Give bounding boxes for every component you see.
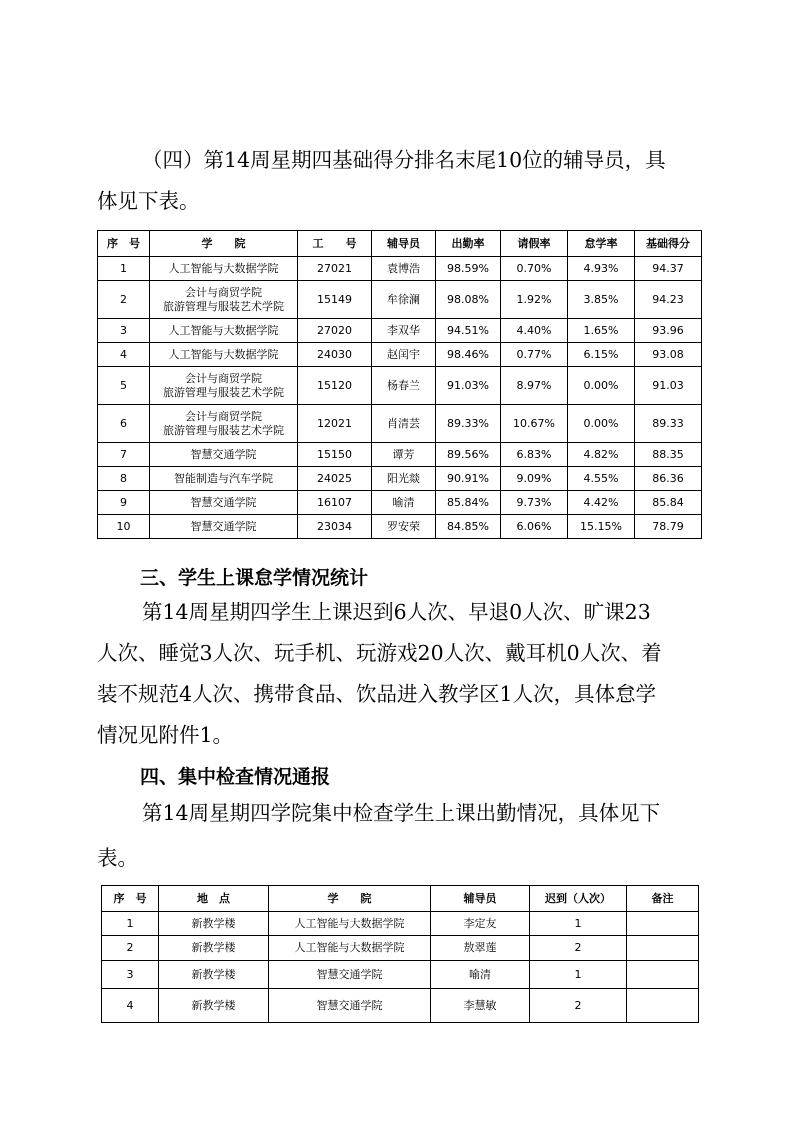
cell-truancy: 15.15% xyxy=(568,515,635,539)
cell-late-count: 2 xyxy=(530,936,627,961)
table-row xyxy=(98,491,702,515)
cell-index: 3 xyxy=(102,961,159,989)
cell-counselor: 李定友 xyxy=(431,912,530,936)
table-row xyxy=(98,319,702,343)
cell-counselor: 敖翠莲 xyxy=(431,936,530,961)
cell-attendance: 90.91% xyxy=(436,467,501,491)
cell-leave: 0.70% xyxy=(501,257,568,281)
cell-truancy: 1.65% xyxy=(568,319,635,343)
cell-college: 智慧交通学院 xyxy=(150,515,298,539)
cell-index: 4 xyxy=(98,343,150,367)
table-row xyxy=(98,343,702,367)
intro-line-2: 体见下表。 xyxy=(97,189,200,213)
section-three-line-3: 装不规范4人次、携带食品、饮品进入教学区1人次，具体怠学 xyxy=(97,682,657,706)
cell-leave: 1.92% xyxy=(501,281,568,319)
cell-attendance: 89.33% xyxy=(436,405,501,443)
cell-attendance: 94.51% xyxy=(436,319,501,343)
cell-counselor: 赵闰宇 xyxy=(372,343,436,367)
cell-counselor: 袁博浩 xyxy=(372,257,436,281)
cell-score: 78.79 xyxy=(635,515,702,539)
section-three-line-4: 情况见附件1。 xyxy=(97,723,234,747)
cell-truancy: 0.00% xyxy=(568,367,635,405)
cell-remarks xyxy=(627,912,699,936)
cell-score: 94.23 xyxy=(635,281,702,319)
section-four-line-2: 表。 xyxy=(97,846,138,870)
counselor-ranking-table xyxy=(97,230,702,539)
cell-counselor: 李双华 xyxy=(372,319,436,343)
table-row xyxy=(98,467,702,491)
cell-attendance: 98.08% xyxy=(436,281,501,319)
table-row xyxy=(102,912,699,936)
cell-leave: 8.97% xyxy=(501,367,568,405)
cell-index: 6 xyxy=(98,405,150,443)
cell-location: 新教学楼 xyxy=(159,912,269,936)
cell-leave: 6.06% xyxy=(501,515,568,539)
cell-index: 2 xyxy=(102,936,159,961)
header-late-count: 迟到（人次） xyxy=(530,886,627,912)
section-four-body xyxy=(97,793,701,879)
cell-counselor: 喻清 xyxy=(372,491,436,515)
cell-remarks xyxy=(627,961,699,989)
cell-counselor: 罗安荣 xyxy=(372,515,436,539)
header-index: 序 号 xyxy=(102,886,159,912)
cell-counselor: 喻清 xyxy=(431,961,530,989)
cell-score: 91.03 xyxy=(635,367,702,405)
cell-late-count: 1 xyxy=(530,961,627,989)
intro-line-1: （四）第14周星期四基础得分排名末尾10位的辅导员，具 xyxy=(142,148,666,172)
header-remarks: 备注 xyxy=(627,886,699,912)
cell-leave: 0.77% xyxy=(501,343,568,367)
cell-college: 人工智能与大数据学院 xyxy=(150,343,298,367)
cell-truancy: 4.93% xyxy=(568,257,635,281)
table-row xyxy=(98,367,702,405)
cell-college: 会计与商贸学院 旅游管理与服装艺术学院 xyxy=(150,405,298,443)
cell-attendance: 89.56% xyxy=(436,443,501,467)
section-four-intro xyxy=(97,140,701,222)
header-college: 学 院 xyxy=(269,886,431,912)
cell-counselor: 阳光燚 xyxy=(372,467,436,491)
cell-staff-id: 27020 xyxy=(298,319,372,343)
cell-college: 智能制造与汽车学院 xyxy=(150,467,298,491)
cell-truancy: 4.82% xyxy=(568,443,635,467)
table-header-row xyxy=(98,231,702,257)
cell-counselor: 李慧敏 xyxy=(431,989,530,1023)
cell-score: 94.37 xyxy=(635,257,702,281)
cell-college: 智慧交通学院 xyxy=(269,961,431,989)
cell-college: 人工智能与大数据学院 xyxy=(150,257,298,281)
cell-score: 88.35 xyxy=(635,443,702,467)
header-truancy: 怠学率 xyxy=(568,231,635,257)
cell-attendance: 85.84% xyxy=(436,491,501,515)
cell-location: 新教学楼 xyxy=(159,936,269,961)
cell-staff-id: 24030 xyxy=(298,343,372,367)
header-counselor: 辅导员 xyxy=(431,886,530,912)
table-row xyxy=(98,257,702,281)
cell-truancy: 4.55% xyxy=(568,467,635,491)
cell-leave: 10.67% xyxy=(501,405,568,443)
cell-college: 会计与商贸学院 旅游管理与服装艺术学院 xyxy=(150,367,298,405)
header-score: 基础得分 xyxy=(635,231,702,257)
cell-leave: 6.83% xyxy=(501,443,568,467)
cell-late-count: 2 xyxy=(530,989,627,1023)
header-counselor: 辅导员 xyxy=(372,231,436,257)
cell-truancy: 3.85% xyxy=(568,281,635,319)
cell-index: 4 xyxy=(102,989,159,1023)
inspection-table xyxy=(101,885,699,1023)
section-four-heading: 四、集中检查情况通报 xyxy=(140,766,331,788)
cell-college: 人工智能与大数据学院 xyxy=(150,319,298,343)
section-three-line-1: 第14周星期四学生上课迟到6人次、早退0人次、旷课23 xyxy=(142,600,651,624)
table-header-row xyxy=(102,886,699,912)
cell-college: 会计与商贸学院 旅游管理与服装艺术学院 xyxy=(150,281,298,319)
cell-counselor: 谭芳 xyxy=(372,443,436,467)
header-attendance: 出勤率 xyxy=(436,231,501,257)
cell-index: 3 xyxy=(98,319,150,343)
section-three-heading: 三、学生上课怠学情况统计 xyxy=(140,567,369,589)
header-leave: 请假率 xyxy=(501,231,568,257)
header-staff-id: 工 号 xyxy=(298,231,372,257)
cell-attendance: 91.03% xyxy=(436,367,501,405)
cell-staff-id: 12021 xyxy=(298,405,372,443)
table-row xyxy=(102,989,699,1023)
cell-attendance: 84.85% xyxy=(436,515,501,539)
section-three-line-2: 人次、睡觉3人次、玩手机、玩游戏20人次、戴耳机0人次、着 xyxy=(97,641,662,665)
cell-index: 9 xyxy=(98,491,150,515)
section-four-line-1: 第14周星期四学院集中检查学生上课出勤情况，具体见下 xyxy=(142,801,661,825)
cell-staff-id: 15149 xyxy=(298,281,372,319)
table-row xyxy=(102,936,699,961)
cell-leave: 9.09% xyxy=(501,467,568,491)
cell-staff-id: 24025 xyxy=(298,467,372,491)
header-location: 地 点 xyxy=(159,886,269,912)
cell-index: 8 xyxy=(98,467,150,491)
table-row xyxy=(98,515,702,539)
table-row xyxy=(102,961,699,989)
section-three-body xyxy=(97,592,701,756)
header-college: 学 院 xyxy=(150,231,298,257)
cell-college: 人工智能与大数据学院 xyxy=(269,912,431,936)
cell-location: 新教学楼 xyxy=(159,961,269,989)
cell-index: 7 xyxy=(98,443,150,467)
cell-college: 智慧交通学院 xyxy=(150,491,298,515)
cell-college: 人工智能与大数据学院 xyxy=(269,936,431,961)
cell-college: 智慧交通学院 xyxy=(150,443,298,467)
cell-truancy: 6.15% xyxy=(568,343,635,367)
cell-score: 86.36 xyxy=(635,467,702,491)
cell-score: 85.84 xyxy=(635,491,702,515)
cell-staff-id: 15150 xyxy=(298,443,372,467)
cell-counselor: 牟徐澜 xyxy=(372,281,436,319)
cell-counselor: 杨春兰 xyxy=(372,367,436,405)
cell-location: 新教学楼 xyxy=(159,989,269,1023)
cell-truancy: 4.42% xyxy=(568,491,635,515)
cell-attendance: 98.59% xyxy=(436,257,501,281)
cell-leave: 9.73% xyxy=(501,491,568,515)
cell-index: 1 xyxy=(98,257,150,281)
table-row xyxy=(98,281,702,319)
cell-staff-id: 15120 xyxy=(298,367,372,405)
cell-college: 智慧交通学院 xyxy=(269,989,431,1023)
cell-index: 2 xyxy=(98,281,150,319)
table-row xyxy=(98,443,702,467)
cell-score: 93.96 xyxy=(635,319,702,343)
cell-staff-id: 23034 xyxy=(298,515,372,539)
cell-leave: 4.40% xyxy=(501,319,568,343)
cell-index: 10 xyxy=(98,515,150,539)
cell-attendance: 98.46% xyxy=(436,343,501,367)
cell-index: 1 xyxy=(102,912,159,936)
header-index: 序 号 xyxy=(98,231,150,257)
cell-staff-id: 27021 xyxy=(298,257,372,281)
cell-score: 93.08 xyxy=(635,343,702,367)
cell-counselor: 肖清芸 xyxy=(372,405,436,443)
cell-truancy: 0.00% xyxy=(568,405,635,443)
cell-staff-id: 16107 xyxy=(298,491,372,515)
table-row xyxy=(98,405,702,443)
cell-late-count: 1 xyxy=(530,912,627,936)
cell-score: 89.33 xyxy=(635,405,702,443)
cell-index: 5 xyxy=(98,367,150,405)
cell-remarks xyxy=(627,936,699,961)
cell-remarks xyxy=(627,989,699,1023)
